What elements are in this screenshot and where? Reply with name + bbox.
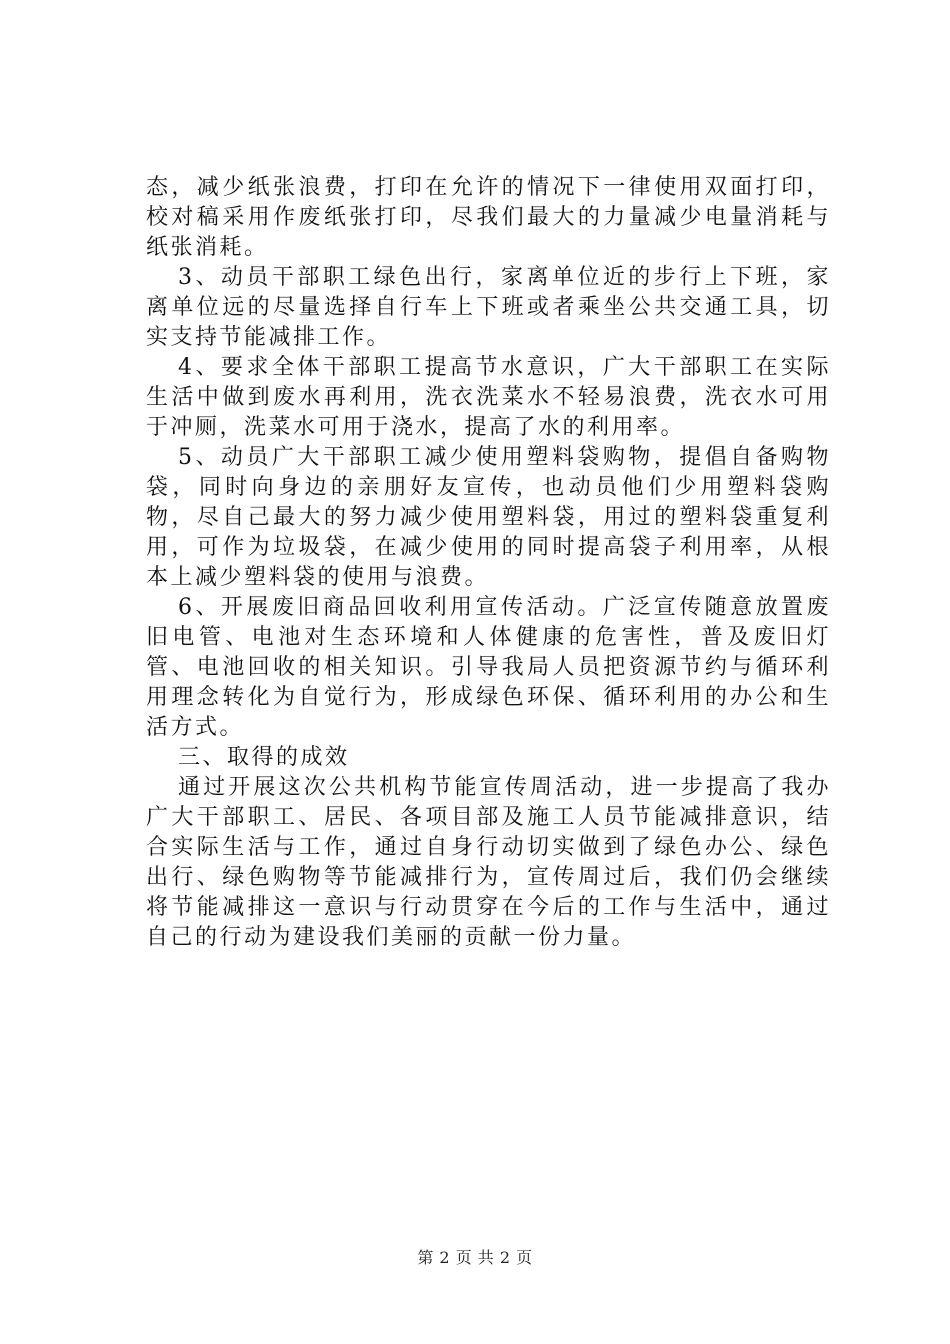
document-body [146,173,831,953]
paragraph-item-6: 6、开展废旧商品回收利用宣传活动。广泛宣传随意放置废旧电管、电池对生态环境和人体健康的危害性，普及废旧灯管、电池回收的相关知识。引导我局人员把资源节约与循环利用理念转化为自觉行为，形成绿色环保、循环利用的办公和生活方式。 [146,595,831,740]
page-footer: 第 2 页 共 2 页 [417,1248,533,1267]
paragraph-item-4: 4、要求全体干部职工提高节水意识，广大干部职工在实际生活中做到废水再利用，洗衣洗菜水不轻易浪费，洗衣水可用于冲厕，洗菜水可用于浇水，提高了水的利用率。 [146,355,831,440]
paragraph-continued: 态，减少纸张浪费，打印在允许的情况下一律使用双面打印，校对稿采用作废纸张打印，尽我们最大的力量减少电量消耗与纸张消耗。 [146,175,831,260]
paragraph-item-3: 3、动员干部职工绿色出行，家离单位近的步行上下班，家离单位远的尽量选择自行车上下班或者乘坐公共交通工具，切实支持节能减排工作。 [146,265,831,350]
section-heading-results: 三、取得的成效 [178,745,350,770]
paragraph-results: 通过开展这次公共机构节能宣传周活动，进一步提高了我办广大干部职工、居民、各项目部及施工人员节能减排意识，结合实际生活与工作，通过自身行动切实做到了绿色办公、绿色出行、绿色购物等节能减排行为，宣传周过后，我们仍会继续将节能减排这一意识与行动贯穿在今后的工作与生活中，通过自己的行动为建设我们美丽的贡献一份力量。 [146,775,831,950]
paragraph-item-5: 5、动员广大干部职工减少使用塑料袋购物，提倡自备购物袋，同时向身边的亲朋好友宣传，也动员他们少用塑料袋购物，尽自己最大的努力减少使用塑料袋，用过的塑料袋重复利用，可作为垃圾袋，在减少使用的同时提高袋子利用率，从根本上减少塑料袋的使用与浪费。 [146,445,831,590]
